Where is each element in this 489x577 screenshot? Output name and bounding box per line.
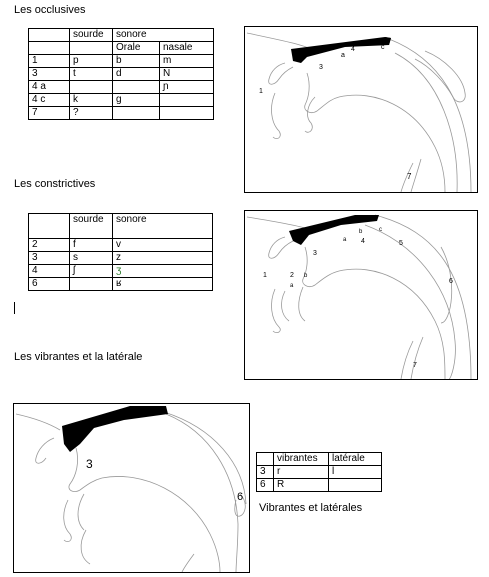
table-row — [29, 81, 214, 94]
label-a: a — [343, 237, 347, 243]
table-row — [29, 278, 213, 291]
table-cell: 7 — [29, 107, 70, 120]
table-cell: v — [113, 239, 213, 252]
table-cell: 3 — [29, 252, 70, 265]
table-row — [257, 466, 382, 479]
diagram-drawing — [245, 27, 477, 192]
table-cell: k — [70, 94, 113, 107]
table-cell: nasale — [160, 42, 214, 55]
table-cell: ʒ — [113, 265, 213, 278]
table-cell: g — [113, 94, 160, 107]
table-cell — [29, 29, 70, 42]
table-cell: ? — [70, 107, 113, 120]
label-1: 1 — [259, 88, 263, 95]
table-row — [257, 453, 382, 466]
table-cell: 4 a — [29, 81, 70, 94]
table-row — [29, 29, 214, 42]
hard-palate-shape — [62, 406, 168, 452]
vocal-tract-diagram-constrictives — [244, 210, 478, 380]
table-cell: sonore — [113, 29, 214, 42]
table-cell: r — [274, 466, 329, 479]
label-3: 3 — [313, 250, 317, 257]
table-cell: f — [70, 239, 113, 252]
table-cell: 3 — [257, 466, 274, 479]
vibrantes-caption: Vibrantes et latérales — [259, 502, 363, 514]
label-6: 6 — [237, 491, 244, 503]
diagram-drawing — [14, 404, 249, 572]
hard-palate-shape — [289, 215, 379, 245]
table-cell: sonore — [113, 214, 213, 239]
table-cell — [160, 94, 214, 107]
constrictives-table — [28, 213, 213, 291]
label-c: c — [379, 227, 382, 233]
table-cell — [113, 107, 160, 120]
table-row — [29, 265, 213, 278]
label-a: a — [341, 52, 345, 59]
table-row — [29, 42, 214, 55]
table-cell: R — [274, 479, 329, 492]
table-cell: z — [113, 252, 213, 265]
label-7: 7 — [413, 362, 417, 369]
label-6: 6 — [449, 278, 453, 285]
table-cell: sourde — [70, 214, 113, 239]
label-2: 2 — [290, 272, 294, 279]
table-cell: ɲ — [160, 81, 214, 94]
label-b-lower: b — [304, 273, 308, 279]
table-cell: t — [70, 68, 113, 81]
table-cell — [113, 81, 160, 94]
table-row — [29, 239, 213, 252]
table-row — [29, 214, 213, 239]
vibrantes-table — [256, 452, 382, 492]
table-cell: 2 — [29, 239, 70, 252]
table-cell: sourde — [70, 29, 113, 42]
label-3: 3 — [319, 64, 323, 71]
table-cell: latérale — [329, 453, 382, 466]
occlusives-table — [28, 28, 214, 120]
table-row — [29, 252, 213, 265]
table-row — [257, 479, 382, 492]
table-cell — [29, 42, 70, 55]
table-cell: 1 — [29, 55, 70, 68]
occlusives-heading: Les occlusives — [14, 4, 86, 16]
label-7: 7 — [407, 172, 412, 181]
label-b: b — [359, 229, 363, 235]
table-cell: m — [160, 55, 214, 68]
table-cell: N — [160, 68, 214, 81]
diagram-drawing — [245, 211, 477, 379]
table-cell: ʁ — [113, 278, 213, 291]
table-row — [29, 107, 214, 120]
label-5: 5 — [399, 240, 403, 247]
table-cell: 3 — [29, 68, 70, 81]
table-cell — [160, 107, 214, 120]
table-cell — [70, 278, 113, 291]
label-1: 1 — [263, 272, 267, 279]
table-cell — [70, 42, 113, 55]
hard-palate-shape — [291, 37, 391, 63]
table-row — [29, 94, 214, 107]
table-cell: 6 — [257, 479, 274, 492]
vocal-tract-diagram-vibrantes — [13, 403, 250, 573]
vibrantes-heading: Les vibrantes et la latérale — [14, 351, 143, 363]
vocal-tract-diagram-occlusives — [244, 26, 478, 193]
table-cell: s — [70, 252, 113, 265]
text-cursor — [14, 302, 15, 314]
table-cell: Orale — [113, 42, 160, 55]
table-cell: b — [113, 55, 160, 68]
table-cell — [329, 479, 382, 492]
table-row — [29, 68, 214, 81]
table-cell: p — [70, 55, 113, 68]
table-cell: vibrantes — [274, 453, 329, 466]
label-4: 4 — [361, 238, 365, 245]
label-c: c — [381, 44, 385, 51]
table-cell — [257, 453, 274, 466]
table-cell — [70, 81, 113, 94]
table-cell: 4 — [29, 265, 70, 278]
label-4: 4 — [351, 46, 355, 53]
table-cell: 6 — [29, 278, 70, 291]
constrictives-heading: Les constrictives — [14, 178, 96, 190]
table-row — [29, 55, 214, 68]
label-a-lower: a — [290, 283, 294, 289]
table-cell: l — [329, 466, 382, 479]
table-cell: 4 c — [29, 94, 70, 107]
table-cell: ʃ — [70, 265, 113, 278]
table-cell: d — [113, 68, 160, 81]
table-cell — [29, 214, 70, 239]
label-3: 3 — [86, 457, 93, 471]
